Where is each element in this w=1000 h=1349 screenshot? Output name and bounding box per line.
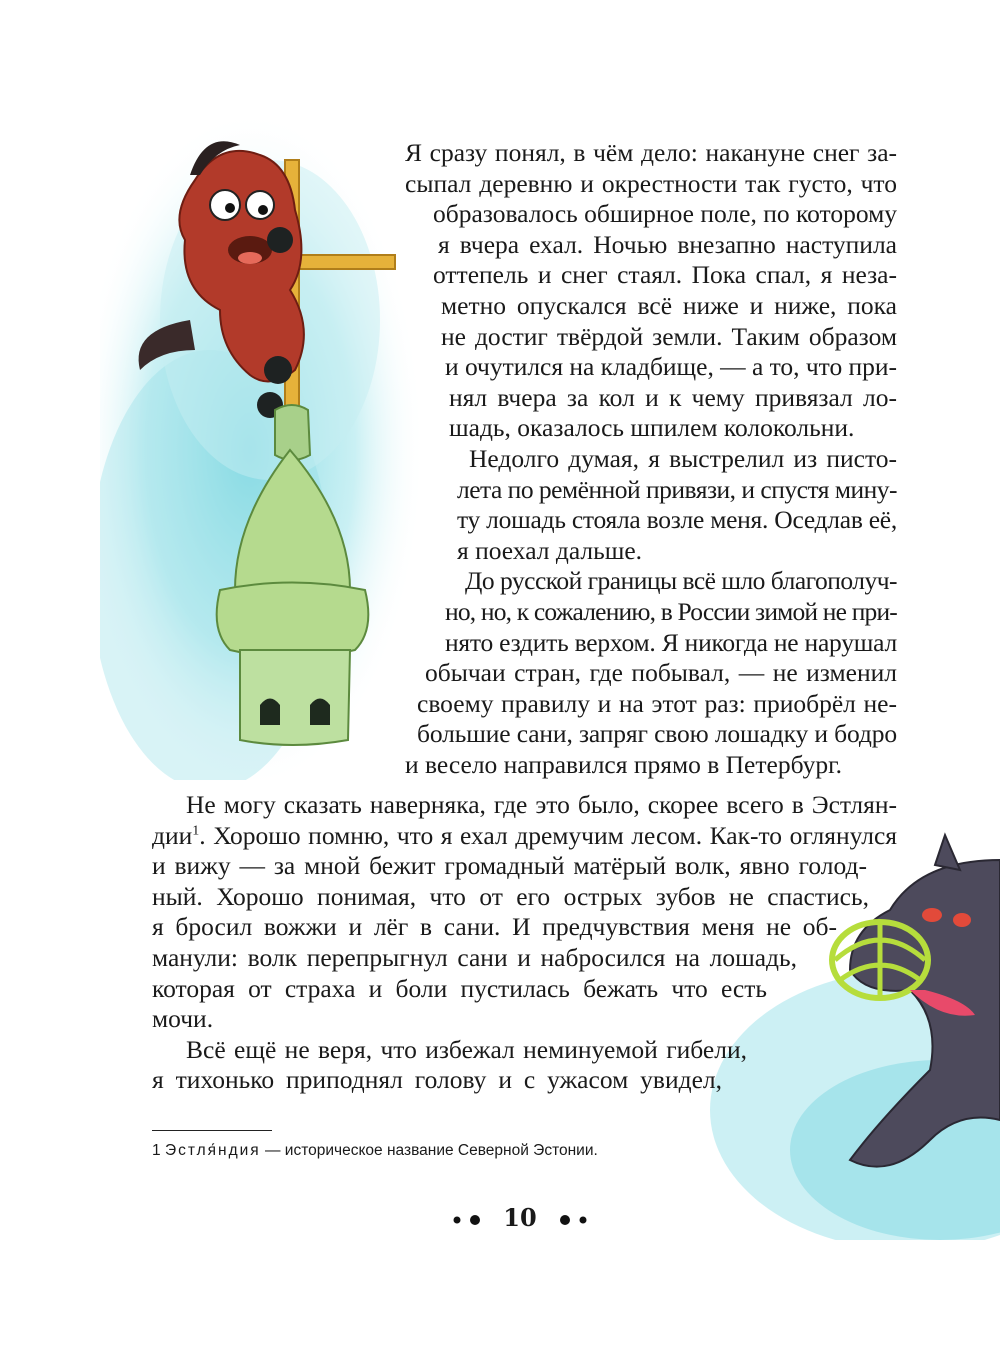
paragraph-top (405, 138, 897, 780)
text-line-content: Не могу сказать наверняка, где это было, скорее всего в Эстлян- (186, 790, 897, 819)
footnote-definition: — историческое название Северной Эстонии. (260, 1142, 598, 1159)
text-line (405, 291, 897, 322)
text-line-content: своему правилу и на этот раз: приобрёл не- (417, 688, 897, 718)
text-line-content: я поехал дальше. (457, 535, 643, 565)
horse-on-spire-illustration (100, 120, 420, 780)
text-line (405, 169, 897, 200)
text-line (405, 413, 897, 444)
text-line (405, 199, 897, 230)
right-dots-ornament (555, 1214, 589, 1226)
text-line-content: ный. Хорошо понимая, что от его острых зубов не спастись, (152, 881, 869, 911)
text-line-content: . Хорошо помню, что я ехал дремучим лесом. Как-то оглянулся (199, 820, 897, 850)
footnote-mark: 1 (152, 1142, 161, 1159)
text-line-content: которая от страха и боли пустилась бежать что есть (152, 973, 767, 1003)
text-line-content: оттепель и снег стаял. Пока спал, я неза- (433, 260, 897, 290)
text-line-content: Недолго думая, я выстрелил из писто- (469, 443, 897, 473)
text-line (152, 851, 897, 882)
text-line (405, 658, 897, 689)
text-line (152, 821, 897, 852)
paragraph-bottom (152, 790, 897, 1096)
text-line (152, 943, 897, 974)
text-line-content: До русской границы всё шло благополуч- (465, 566, 897, 596)
text-line (405, 444, 897, 475)
text-line (405, 352, 897, 383)
text-line (152, 790, 897, 821)
text-line (152, 912, 897, 943)
text-line-content: и очутился на кладбище, — а то, что при- (445, 352, 897, 382)
text-line-content: но, но, к сожалению, в России зимой не при- (445, 596, 897, 626)
text-line (405, 138, 897, 169)
text-line (152, 882, 897, 913)
text-line-content: манули: волк перепрыгнул сани и набросился на лошадь, (152, 942, 797, 972)
text-line-content: нято ездить верхом. Я никогда не нарушал (445, 627, 897, 657)
text-line-content: Всё ещё не веря, что избежал неминуемой гибели, (186, 1034, 747, 1064)
text-line (152, 1004, 897, 1035)
page-number (440, 1198, 600, 1238)
text-line (405, 566, 897, 597)
text-line (405, 383, 897, 414)
text-line (405, 719, 897, 750)
text-line-content: большие сани, запряг свою лошадку и бодро (417, 719, 897, 749)
text-line-content: я бросил вожжи и лёг в сани. И предчувствия меня не об- (152, 912, 837, 942)
text-line-content: и вижу — за мной бежит громадный матёрый волк, явно голод- (152, 851, 867, 881)
left-dots-ornament (451, 1214, 485, 1226)
footnote-reference: 1 (192, 823, 200, 839)
text-line-content: нял вчера за кол и к чему привязал ло- (449, 382, 897, 412)
text-line (405, 230, 897, 261)
text-line-content: не достиг твёрдой земли. Таким образом (441, 321, 897, 351)
text-line-content: дии (152, 820, 193, 850)
text-line (152, 974, 897, 1005)
text-line-content: я тихонько приподнял голову и с ужасом увидел, (152, 1065, 722, 1095)
text-line (405, 505, 897, 536)
footnote (152, 1142, 598, 1160)
text-line (405, 597, 897, 628)
text-line-content: ту лошадь стояла возле меня. Оседлав её, (457, 505, 897, 535)
text-line-content: мочи. (152, 1004, 214, 1034)
footnote-divider (152, 1130, 272, 1131)
text-line-content: шадь, оказалось шпилем колокольни. (449, 413, 855, 443)
text-line (405, 750, 897, 781)
text-line (405, 260, 897, 291)
text-line-content: я вчера ехал. Ночью внезапно наступила (438, 229, 897, 259)
text-line-content: обычаи стран, где побывал, — не изменил (425, 658, 897, 688)
text-line-content: сыпал деревню и окрестности так густо, что (405, 168, 897, 198)
text-line-content: и весело направился прямо в Петербург. (405, 749, 843, 779)
text-line (405, 628, 897, 659)
text-line-content: лета по ремённой привязи, и спустя мину- (457, 474, 897, 504)
footnote-term: Эстля́ндия (164, 1142, 261, 1159)
text-line-content: метно опускался всё ниже и ниже, пока (441, 290, 897, 320)
text-line (405, 322, 897, 353)
text-line (152, 1035, 897, 1066)
text-line (405, 475, 897, 506)
text-line (405, 689, 897, 720)
text-line-content: образовалось обширное поле, по которому (433, 199, 897, 229)
text-line-content: Я сразу понял, в чём дело: накануне снег за- (405, 138, 897, 167)
text-line (405, 536, 897, 567)
text-line (152, 1065, 897, 1096)
page-number-value: 10 (503, 1203, 537, 1232)
